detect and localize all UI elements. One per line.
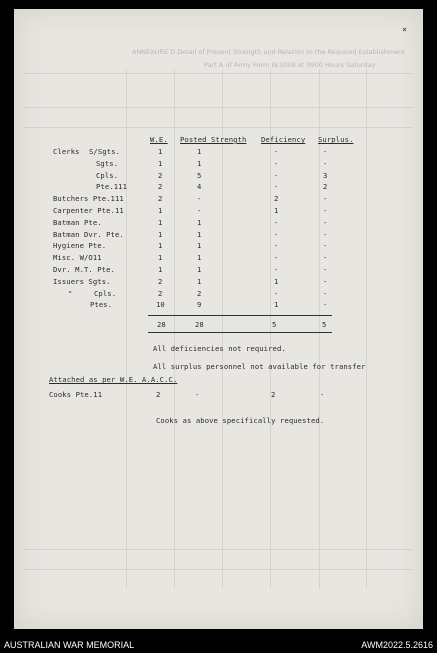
row-posted: 1: [197, 253, 202, 262]
attached-def: 2: [271, 390, 276, 399]
row-we: 1: [158, 206, 163, 215]
row-sur: -: [323, 159, 328, 168]
row-we: 2: [158, 171, 163, 180]
row-def: -: [274, 241, 279, 250]
attached-we: 2: [156, 390, 161, 399]
row-sur: -: [323, 147, 328, 156]
row-posted: 1: [197, 230, 202, 239]
row-label: Batman Pte.: [53, 218, 102, 227]
row-label: Misc. W/O11: [53, 253, 102, 262]
row-sur: 2: [323, 182, 328, 191]
row-def: -: [274, 171, 279, 180]
attached-posted: -: [195, 390, 200, 399]
row-sublabel: Cpls.: [96, 171, 119, 180]
row-label: ": [68, 289, 73, 298]
row-posted: 1: [197, 241, 202, 250]
row-we: 1: [158, 159, 163, 168]
row-posted: 5: [197, 171, 202, 180]
header-surplus: Surplus.: [318, 135, 354, 144]
row-posted: 1: [197, 277, 202, 286]
row-we: 2: [158, 277, 163, 286]
attached-note: Cooks as above specifically requested.: [156, 416, 325, 425]
row-we: 1: [158, 218, 163, 227]
row-sur: -: [323, 300, 328, 309]
row-sublabel: S/Sgts.: [89, 147, 120, 156]
row-label: Hygiene Pte.: [53, 241, 107, 250]
total-we: 28: [157, 320, 166, 329]
row-def: 1: [274, 300, 279, 309]
row-def: -: [274, 289, 279, 298]
footer-source: AUSTRALIAN WAR MEMORIAL: [4, 640, 135, 650]
row-posted: 1: [197, 159, 202, 168]
row-sur: -: [323, 241, 328, 250]
row-we: 1: [158, 253, 163, 262]
row-posted: 1: [197, 147, 202, 156]
row-label: Butchers Pte.111: [53, 194, 124, 203]
row-sur: -: [323, 253, 328, 262]
ghost-subtitle: Part A of Army Form W.3009 at 0900 Hours Saturday: [204, 61, 376, 69]
row-label: Issuers Sgts.: [53, 277, 111, 286]
row-sublabel: Pte.111: [96, 182, 127, 191]
row-we: 2: [158, 182, 163, 191]
row-posted: -: [197, 194, 202, 203]
corner-mark: ×: [402, 25, 407, 34]
ghost-title: ANNEXURE D Detail of Present Strength and Relation to the Required Establishment: [132, 48, 405, 56]
header-deficiency: Deficiency: [261, 135, 306, 144]
row-we: 1: [158, 241, 163, 250]
row-def: -: [274, 253, 279, 262]
document-page: [14, 9, 423, 629]
row-def: -: [274, 147, 279, 156]
row-label: Carpenter Pte.11: [53, 206, 124, 215]
row-posted: 9: [197, 300, 202, 309]
total-posted: 28: [195, 320, 204, 329]
totals-top-rule: [148, 315, 332, 316]
row-sur: -: [323, 277, 328, 286]
row-we: 1: [158, 147, 163, 156]
row-def: -: [274, 265, 279, 274]
attached-heading: Attached as per W.E. A.A.C.C.: [49, 375, 178, 384]
row-sublabel: Ptes.: [90, 300, 113, 309]
row-we: 1: [158, 265, 163, 274]
row-def: 1: [274, 206, 279, 215]
row-def: -: [274, 159, 279, 168]
header-posted: Posted Strength: [180, 135, 247, 144]
row-label: Batman Dvr. Pte.: [53, 230, 124, 239]
totals-bottom-rule: [148, 332, 332, 333]
row-posted: 2: [197, 289, 202, 298]
header-we: W.E.: [150, 135, 168, 144]
row-posted: 1: [197, 265, 202, 274]
note-deficiencies: All deficiencies not required.: [153, 344, 286, 353]
row-def: 1: [274, 277, 279, 286]
row-sur: -: [323, 218, 328, 227]
row-label: Dvr. M.T. Pte.: [53, 265, 115, 274]
note-surplus: All surplus personnel not available for transfer: [153, 362, 366, 371]
row-def: -: [274, 230, 279, 239]
row-def: -: [274, 182, 279, 191]
row-label: Clerks: [53, 147, 80, 156]
row-sur: 3: [323, 171, 328, 180]
row-we: 10: [156, 300, 165, 309]
row-sur: -: [323, 230, 328, 239]
row-sur: -: [323, 194, 328, 203]
row-posted: 4: [197, 182, 202, 191]
row-def: 2: [274, 194, 279, 203]
attached-label: Cooks Pte.11: [49, 390, 103, 399]
total-def: 5: [272, 320, 277, 329]
row-posted: 1: [197, 218, 202, 227]
row-posted: -: [197, 206, 202, 215]
row-we: 2: [158, 194, 163, 203]
row-we: 1: [158, 230, 163, 239]
row-sur: -: [323, 289, 328, 298]
row-sublabel: Sgts.: [96, 159, 119, 168]
row-def: -: [274, 218, 279, 227]
row-sur: -: [323, 206, 328, 215]
row-sur: -: [323, 265, 328, 274]
total-sur: 5: [322, 320, 327, 329]
footer-accession: AWM2022.5.2616: [361, 640, 433, 650]
footer-bar: [0, 639, 437, 653]
attached-sur: -: [320, 390, 325, 399]
row-sublabel: Cpls.: [94, 289, 117, 298]
row-we: 2: [158, 289, 163, 298]
